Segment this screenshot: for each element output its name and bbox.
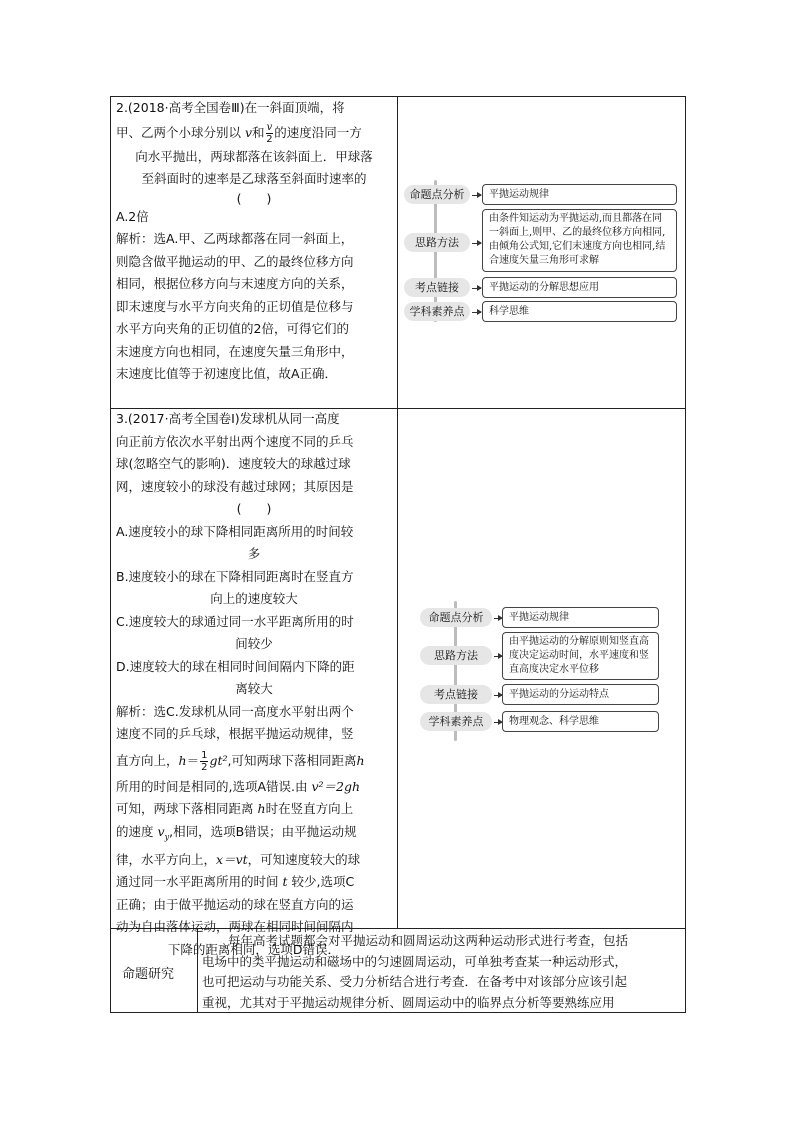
solution-line: 水平方向夹角的正切值的2倍，可得它们的 [116, 321, 349, 336]
question-3-stem: 网，速度较小的球没有越过球网；其原因是 [116, 478, 354, 494]
question-3-stem: 3.(2017·高考全国卷Ⅰ)发球机从同一高度 [116, 411, 340, 426]
question-3-stem: 球(忽略空气的影响)．速度较大的球越过球 [116, 456, 351, 471]
solution-line: 速度不同的乒乓球，根据平抛运动规律，竖 [116, 726, 354, 741]
diagram-label-method: 思路方法 [404, 233, 470, 252]
question-2-stem: 向水平抛出，两球都落在该斜面上．甲球落 [135, 148, 373, 164]
research-line: 电场中的类平抛运动和磁场中的匀速圆周运动，可单独考查某一种运动形式， [202, 953, 628, 969]
solution-line: 解析：选C.发球机从同一高度水平射出两个 [116, 703, 354, 719]
diagram-arrow [472, 243, 481, 244]
column-divider [397, 97, 398, 929]
option-a: A.速度较小的球下降相同距离所用的时间较 [116, 523, 354, 539]
question-3-stem: 向正前方依次水平射出两个速度不同的乒乓 [116, 433, 354, 449]
solution-line: 即末速度与水平方向夹角的正切值是位移与 [116, 298, 354, 314]
diagram-label-link: 考点链接 [420, 685, 492, 704]
solution-line: 下降的距离相同，选项D错误． [167, 941, 341, 957]
diagram-content-literacy: 科学思维 [482, 301, 677, 322]
answer-blank: ( ) [236, 501, 272, 516]
solution-line: 通过同一水平距离所用的时间 t 较少,选项C [116, 874, 355, 889]
diagram-arrow [472, 312, 481, 313]
question-2-stem: 甲、乙两个小球分别以 v和 $\frac{v}{2}$ 的速度沿同一方 [116, 121, 362, 145]
diagram-label-literacy: 学科素养点 [404, 302, 470, 321]
solution-line: 末速度比值等于初速度比值，故A正确． [116, 366, 338, 381]
solution-line: 动为自由落体运动，两球在相同时间间隔内 [116, 919, 354, 934]
question-2 [116, 97, 392, 386]
question-2-stem: 2.(2018·高考全国卷Ⅲ)在一斜面顶端，将 [116, 100, 345, 115]
diagram-content-link: 平抛运动的分运动特点 [502, 684, 659, 705]
diagram-arrow [472, 195, 481, 196]
question-2-stem: 至斜面时的速率是乙球落至斜面时速率的 [141, 171, 367, 186]
research-line: 每年高考试题都会对平抛运动和圆周运动这两种运动形式进行考查，包括 [228, 933, 629, 948]
question-3 [116, 408, 392, 961]
answer-blank: ( ) [236, 190, 272, 206]
diagram-content-method: 由条件知运动为平抛运动,而且都落在同一斜面上,则甲、乙的最终位移方向相同,由倾角公式知,它们末速度方向也相同,结合速度矢量三角形可求解 [482, 209, 677, 272]
solution-line: 正确；由于做平抛运动的球在竖直方向的运 [116, 896, 354, 912]
diagram-content-literacy: 物理观念、科学思维 [502, 711, 659, 732]
research-line: 也可把运动与功能关系、受力分析结合进行考查．在备考中对该部分应该引起 [202, 974, 628, 989]
option-a: A.2倍 [116, 208, 149, 224]
research-line: 重视，尤其对于平抛运动规律分析、圆周运动中的临界点分析等要熟练应用 [202, 994, 615, 1010]
one-half-fraction: $\frac{1}{2}$ [201, 749, 208, 773]
option-d: 离较大 [235, 681, 273, 696]
diagram-label-literacy: 学科素养点 [420, 712, 492, 731]
diagram-content-proposition: 平抛运动规律 [502, 607, 659, 628]
solution-line: 则隐含做平抛运动的甲、乙的最终位移方向 [116, 253, 354, 269]
diagram-label-link: 考点链接 [404, 278, 470, 297]
option-d: D.速度较大的球在相同时间间隔内下降的距 [116, 658, 355, 674]
diagram-arrow [494, 695, 502, 696]
solution-line: 直方向上，h＝ $\frac{1}{2}$ gt²,可知两球下落相同距离h [116, 749, 365, 773]
option-b: B.速度较小的球在下降相同距离时在竖直方 [116, 568, 354, 584]
option-b: 向上的速度较大 [210, 591, 298, 606]
diagram-arrow [472, 288, 481, 289]
diagram-content-method: 由平抛运动的分解原则知竖直高度决定运动时间，水平速度和竖直高度决定水平位移 [502, 632, 659, 680]
solution-line: 相同，根据位移方向与末速度方向的关系， [116, 276, 354, 291]
diagram-arrow [494, 722, 502, 723]
diagram-label-method: 思路方法 [420, 646, 492, 665]
option-c: 间较少 [235, 636, 273, 651]
diagram-arrow [494, 618, 502, 619]
solution-line: 所用的时间是相同的,选项A错误.由 v²＝2gh [116, 778, 361, 794]
diagram-label-proposition: 命题点分析 [420, 608, 492, 627]
solution-line: 末速度方向也相同，在速度矢量三角形中， [116, 343, 354, 359]
option-c: C.速度较大的球通过同一水平距离所用的时 [116, 613, 354, 629]
diagram-label-proposition: 命题点分析 [404, 185, 470, 204]
diagram-content-proposition: 平抛运动规律 [482, 184, 677, 205]
diagram-arrow [494, 656, 502, 657]
v-over-2-fraction: $\frac{v}{2}$ [266, 121, 273, 145]
research-label: 命题研究 [122, 967, 175, 982]
research-text [202, 931, 682, 1013]
diagram-content-link: 平抛运动的分解思想应用 [482, 277, 677, 298]
solution-line: 可知，两球下落相同距离 h时在竖直方向上 [116, 801, 354, 816]
solution-line: 的速度 $v_y$,相同，选项B错误；由平抛运动规 [116, 823, 357, 841]
option-a: 多 [247, 546, 261, 561]
solution-line: 解析：选A.甲、乙两球都落在同一斜面上， [116, 231, 354, 246]
solution-line: 律，水平方向上，x＝vt，可知速度较大的球 [116, 851, 361, 867]
